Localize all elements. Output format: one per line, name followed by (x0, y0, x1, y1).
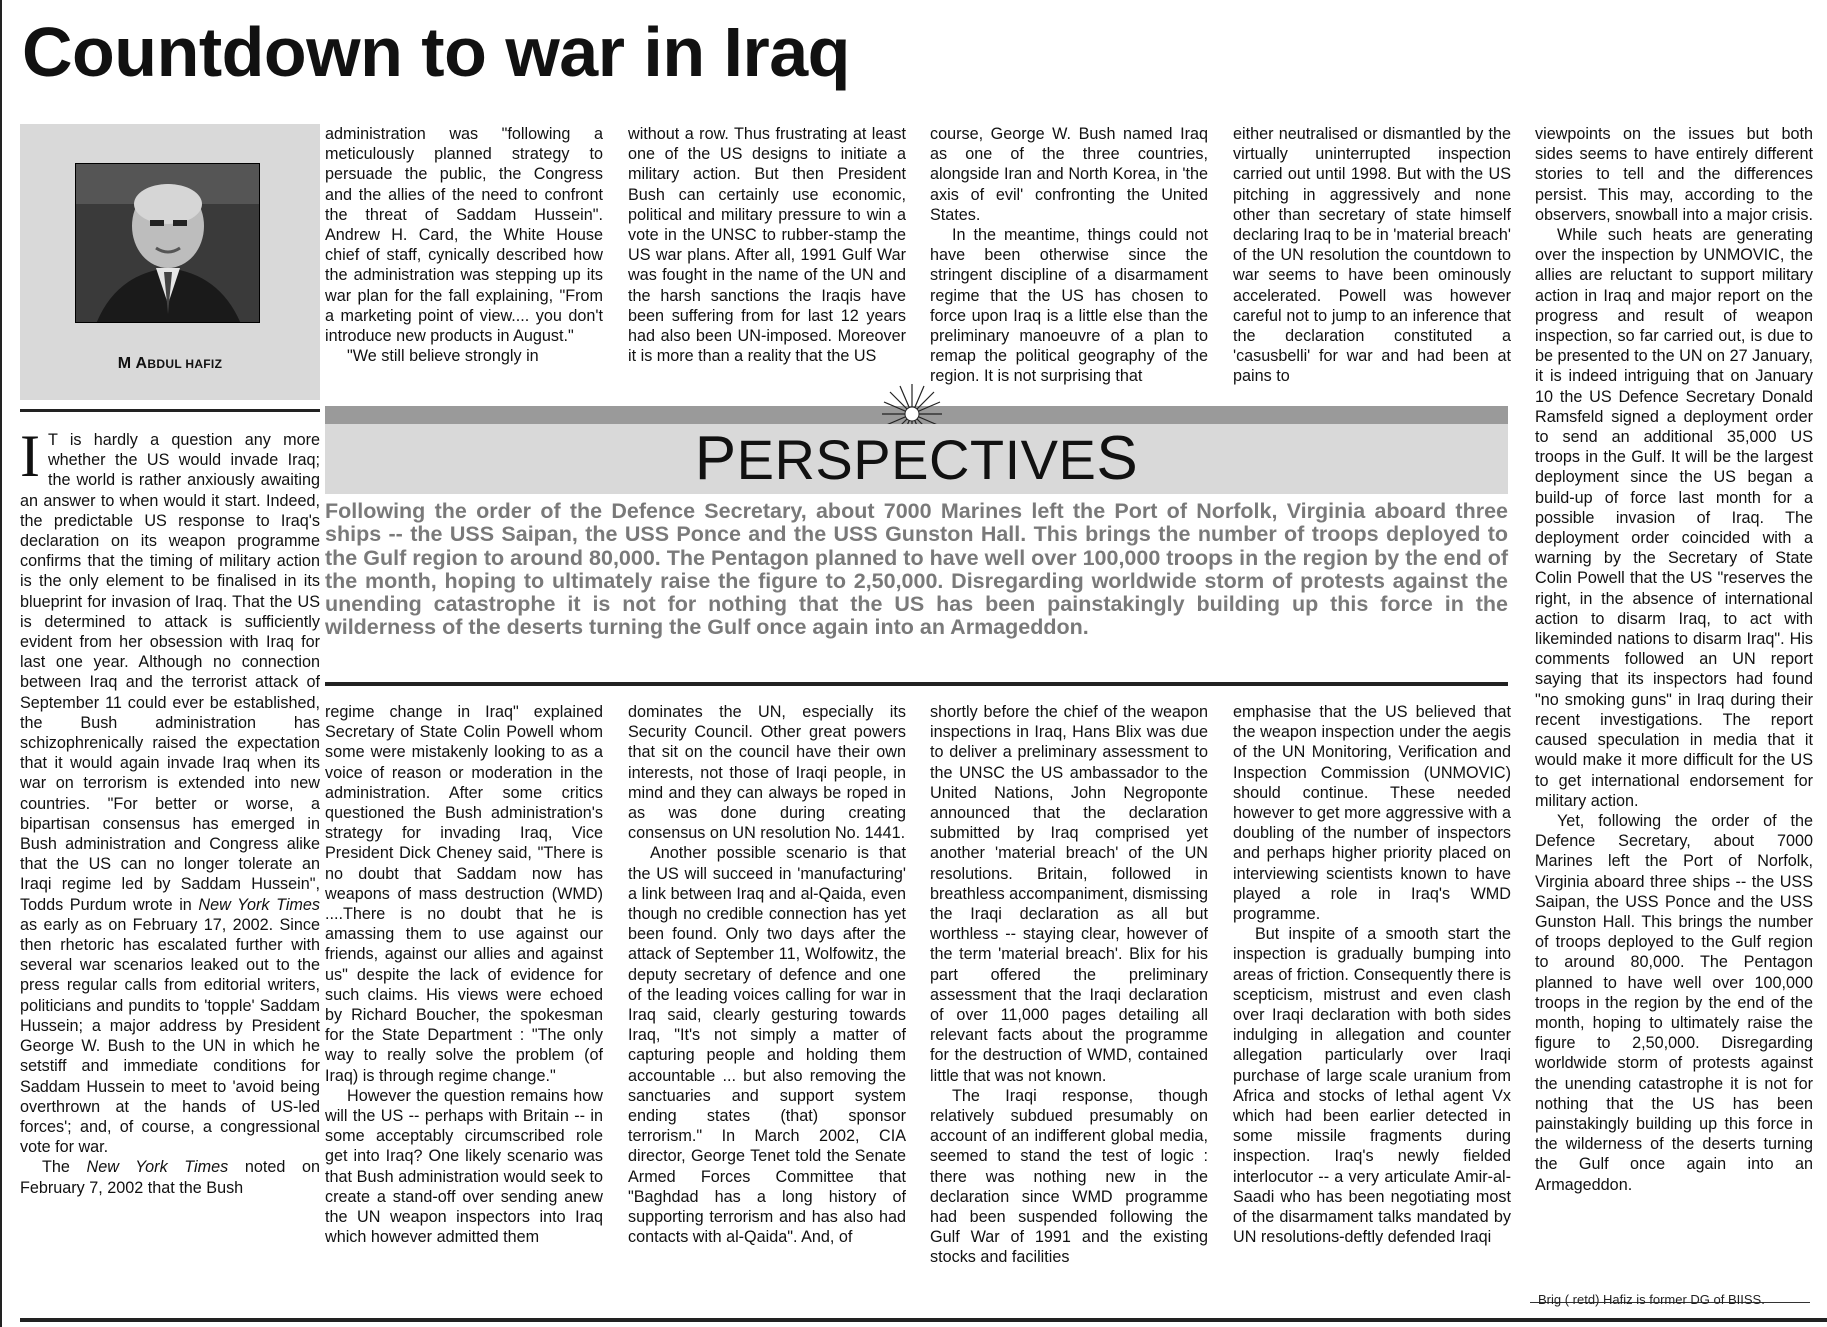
col4-bottom-p1: shortly before the chief of the weapon inspections in Iraq, Hans Blix was due to deliver a preliminary assessment to the UNSC the US ambassador to the United Nations, John Negroponte announced that the declaration submitted by Iraq comprised yet another 'material breach' of the UN resolutions. Britain, followed in breathless accompaniment, dismissing the Iraqi declaration as all but worthless -- staying clear, however of the term 'material breach'. Blix for his part offered the preliminary assessment that the Iraqi declaration of over 11,000 pages detailing all relevant facts about the programme for the destruction of WMD, contained little that was not known. (930, 703, 1208, 1085)
col2-bottom-p1: regime change in Iraq" explained Secretary of State Colin Powell whom some were mistakenly looking to as a voice of reason or moderation in the administration. After some critics questioned the Bush administration's strategy for invading Iraq, Vice President Dick Cheney said, "There is no doubt that Saddam now has weapons of mass destruction (WMD) ....There is no doubt that he is amassing them to use against our friends, against our allies and against us" despite the lack of evidence for such claims. His views were echoed by Richard Boucher, the spokesman for the State Department : "The only way to really solve the problem (of Iraq) is through regime change." (325, 703, 603, 1085)
author-byline (20, 355, 320, 373)
col6-p3: Yet, following the order of the Defence Secretary, about 7000 Marines left the Port of Norfolk, Virginia aboard three ships -- the USS Saipan, the USS Ponce and the USS Gunston Hall. This brings the number of troops deployed to the Gulf region to around 80,000. The Pentagon planned to have well over 100,000 troops in the region by the end of the month, hoping to ultimately raise the figure to 2,50,000. Disregarding worldwide storm of protests against the unending catastrophe it is not for nothing that the US has been painstakingly building up this force in the wilderness of the deserts turning the Gulf once again into an Armageddon. (1535, 811, 1813, 1194)
page-border-bottom (20, 1318, 1827, 1322)
col4-top-p1: course, George W. Bush named Iraq as one of the three countries, alongside Iran and North Korea, in 'the axis of evil' confronting the United States. (930, 125, 1208, 224)
col1-text-tail: as early as on February 17, 2002. Since then rhetoric has escalated further with several war scenarios leaked out to the press regular calls from editorial writers, politicians and pundits to 'topple' Saddam Hussein; a major address by President George W. Bush to the UN in which he setstiff and immediate conditions for Saddam Hussein to meet to 'avoid being overthrown at the hands of US-led forces'; and, of course, a congressional vote for war. (20, 915, 320, 1157)
perspectives-title-middle: ERSPECTIVE (736, 428, 1097, 491)
col1-text: T is hardly a question any more whether the US would invade Iraq; the world is rather anxiously awaiting an answer to when would it start. Indeed, the predictable US response to Iraq's declaration on its weapon programme confirms that the timing of military action is the only element to be finalised in its blueprint for invasion of Iraq. That the US is determined to attack is sufficiently evident from her obsession with Iraq for last one year. Although no connection between Iraq and the terrorist attack of September 11 could ever be established, the Bush administration has schizophrenically raised the expectation that it would again invade Iraq when its war on terrorism is extended into new countries. "For better or worse, a bipartisan consensus has emerged in Bush administration and Congress alike that the US can no longer tolerate an Iraqi regime led by Saddam Hussein", Todds Purdum wrote in (20, 431, 320, 914)
article-column-2-top (325, 124, 603, 392)
col4-top-p2: In the meantime, things could not have been otherwise since the stringent discipline of a disarmament regime that the US has chosen to force upon Iraq is a little else than the preliminary manoeuvre of a plan to remap the political geography of the region. It is not surprising that (930, 226, 1208, 386)
col3-bottom-p2: Another possible scenario is that the US will succeed in 'manufacturing' a link between Iraq and al-Qaida, even though no credible connection has yet been found. Only two days after the attack of September 11, Wolfowitz, the deputy secretary of defence and one of the leading voices calling for war in Iraq said, clearly gesturing towards Iraq, "It's not simply a matter of capturing people and holding them accountable ... but also removing the sanctuaries and support system ending states (that) sponsor terrorism." In March 2002, CIA director, George Tenet told the Senate Armed Forces Committee that "Baghdad has a long history of supporting terrorism and has also had contacts with al-Qaida". And, of (628, 844, 906, 1247)
drop-cap: I (20, 430, 40, 489)
col6-p1: viewpoints on the issues but both sides seems to have entirely different stories to tell and the differences persist. This may, according to the observers, snowball into a major crisis. (1535, 125, 1813, 224)
perspectives-title-final: S (1096, 424, 1139, 493)
author-portrait (75, 163, 260, 323)
col2-top-p1: administration was "following a meticulously planned strategy to persuade the public, the Congress and the allies of the need to confront the threat of Saddam Hussein". Andrew H. Card, the White House chief of staff, cynically described how the administration was stepping up its war plan for the fall explaining, "From a marketing point of view.... you don't introduce new products in August." (325, 125, 603, 346)
col2-bottom-p2: However the question remains how will the US -- perhaps with Britain -- in some acceptably circumscribed role get into Iraq? One likely scenario was that Bush administration would seek to create a stand-off over sending anew the UN weapon inspectors into Iraq which however admitted them (325, 1086, 603, 1247)
col6-p2: While such heats are generating over the inspection by UNMOVIC, the allies are reluctant to support military action in Iraq and major report on the progress and result of weapon inspection, so far carried out, is due to be presented to the UN on 27 January, it is indeed intriguing that on January 10 the US Defence Secretary Donald Ramsfeld signed a deployment order to send an additional 35,000 US troops in the Gulf. It will be the largest deployment since the US began a build-up of force last month for a possible invasion of Iraq. The deployment order coincided with a warning by the Secretary of State Colin Powell that the US "reserves the right, in the absence of international action to disarm Iraq, to act with likeminded nations to disarm Iraq". His comments followed an UN report saying that its inspectors had found "no smoking guns" in Iraq during their recent investigations. The report caused speculation in media that it would make it more difficult for the US to get international endorsement for military action. (1535, 226, 1813, 810)
article-column-3-top (628, 124, 906, 392)
perspectives-title-initial: P (694, 424, 737, 493)
perspectives-pullquote: Following the order of the Defence Secretary, about 7000 Marines left the Port of Norfolk, Virginia aboard three ships -- the USS Saipan, the USS Ponce and the USS Gunston Hall. This brings the number of troops deployed to the Gulf region to around 80,000. The Pentagon planned to have well over 100,000 troops in the region by the end of the month, hoping to ultimately raise the figure to 2,50,000. Disregarding worldwide storm of protests against the unending catastrophe it is not for nothing that the US has been painstakingly building up this force in the wilderness of the deserts turning the Gulf once again into an Armageddon. (325, 499, 1508, 640)
col1-p2-tail: noted on February 7, 2002 that the Bush (20, 1158, 320, 1197)
author-byline-first: M A (117, 355, 148, 372)
col5-top-p1: either neutralised or dismantled by the virtually uninterrupted inspection carried out until 1998. But with the US pitching in aggressively and none other than secretary of state himself declaring Iraq to be in 'material breach' of the UN resolution the countdown to war seems to have been ominously accelerated. Powell was however careful not to jump to an inference that the declaration constituted a 'casusbelli' for war and had been at pains to (1233, 125, 1511, 386)
col5-bottom-p2: But inspite of a smooth start the inspection is gradually bumping into areas of friction. Consequently there is scepticism, mistrust and even clash over Iraqi declaration with both sides indulging in allegation and counter allegation particularly over Iraqi purchase of large scale uranium from Africa and stocks of lethal agent Vx which had been earlier detected in some missile fragments during inspection. Iraq's newly fielded interlocutor -- a very articulate Amir-al-Saadi who has been negotiating most of the disarmament talks mandated by UN resolutions-deftly defended Iraqi (1233, 925, 1511, 1247)
col1-publication: New York Times (198, 895, 320, 914)
col3-top-p1: without a row. Thus frustrating at least one of the US designs to initiate a military action. But then President Bush can certainly use economic, political and military pressure to win a vote in the UNSC to rubber-stamp the US war plans. After all, 1991 Gulf War was fought in the name of the UN and the harsh sanctions the Iraqis have been suffering from for last 12 years had also been UN-imposed. Moreover it is more than a reality that the US (628, 125, 906, 366)
col4-bottom-p2: The Iraqi response, though relatively subdued presumably on account of an indifferent global media, seemed to stand the test of logic : there was nothing new in the declaration since WMD programme had been suspended following the Gulf War of 1991 and the existing stocks and facilities (930, 1086, 1208, 1267)
article-column-1 (20, 430, 320, 1310)
article-column-6 (1535, 124, 1813, 1264)
col3-bottom-p1: dominates the UN, especially its Security Council. Other great powers that sit on the council have their own interests, not those of Iraqi people, in mind and they can always be roped in as was done during creating consensus on UN resolution No. 1441. (628, 703, 906, 843)
perspectives-bottom-rule (325, 682, 1508, 686)
article-column-5-top (1233, 124, 1511, 392)
article-column-4-bottom (930, 702, 1208, 1307)
article-column-5-bottom (1233, 702, 1511, 1307)
col1-p2-head: The (42, 1158, 70, 1177)
col1-p2-publication: New York Times (86, 1158, 229, 1177)
perspectives-title (325, 424, 1508, 494)
byline-rule (20, 409, 320, 412)
headline: Countdown to war in Iraq (22, 13, 850, 91)
article-column-3-bottom (628, 702, 906, 1307)
author-footnote: Brig ( retd) Hafiz is former DG of BIISS. (1538, 1292, 1765, 1307)
col2-top-p2: "We still believe strongly in (347, 347, 539, 366)
author-byline-rest: BDUL HAFIZ (147, 357, 223, 371)
col5-bottom-p1: emphasise that the US believed that the weapon inspection under the aegis of the UN Monitoring, Verification and Inspection Commission (UNMOVIC) should continue. These needed however to get more aggressive with a doubling of the number of inspectors and perhaps higher priority placed on interviewing scientists known to have played a role in Iraq's WMD programme. (1233, 703, 1511, 924)
article-column-2-bottom (325, 702, 603, 1307)
article-column-4-top (930, 124, 1208, 392)
page-border-left (0, 0, 2, 1327)
